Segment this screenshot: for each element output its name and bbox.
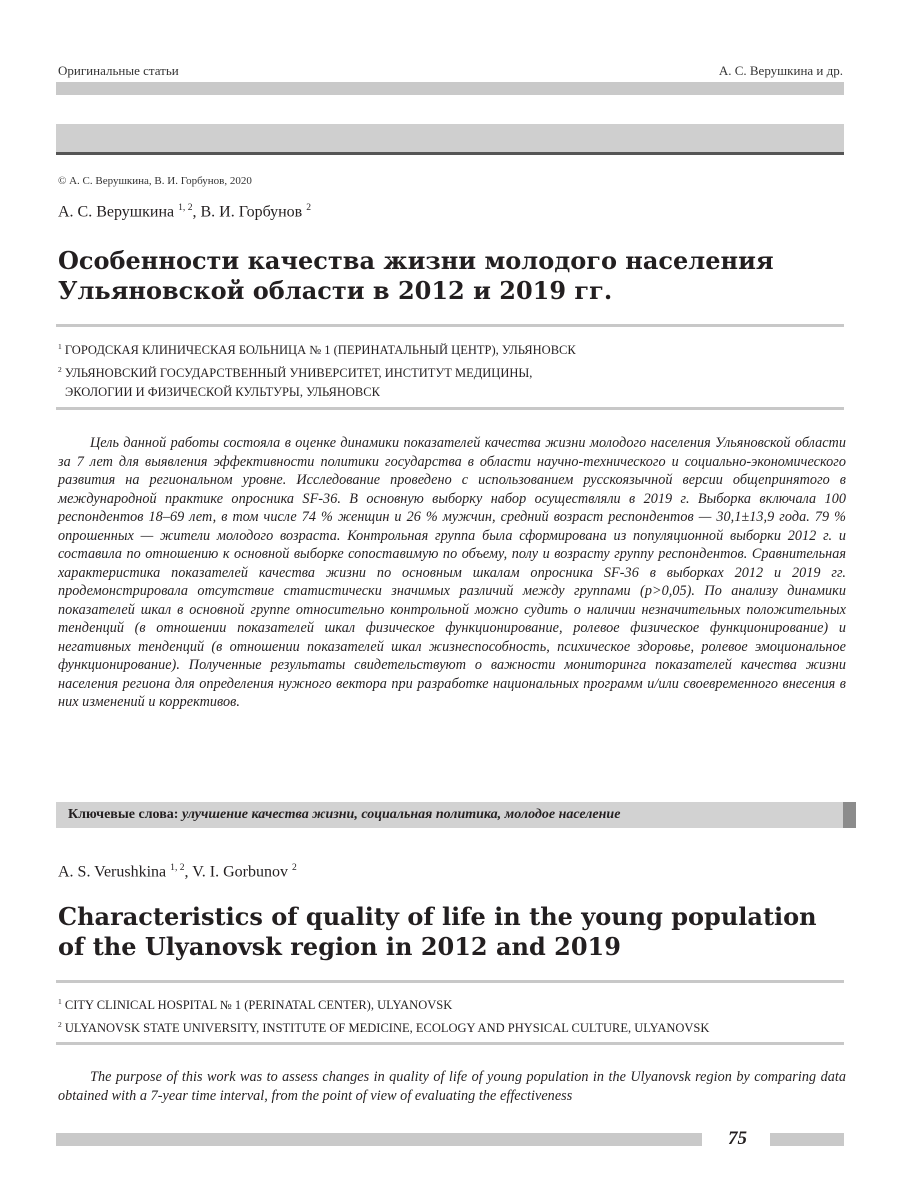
ru-title-line: Особенности качества жизни молодого населения bbox=[58, 246, 774, 275]
header-divider-bar bbox=[56, 82, 844, 95]
ru-title-line: Ульяновской области в 2012 и 2019 гг. bbox=[58, 276, 613, 305]
footer-bar-right bbox=[770, 1133, 844, 1146]
author-name: А. С. Верушкина bbox=[58, 203, 175, 221]
ru-abstract: Цель данной работы состояла в оценке динамики показателей качества жизни молодого населения Ульяновской области за 7 лет для выявления эффективности политики государства в области научно-технического и социально-экономического развития на региональном уровне. Исследование проведено с использованием русскоязычной версии общепринятого в международной практике опросника SF-36. В основную выборку набор осуществляли в 2019 г. Выборка включала 100 респондентов 18–69 лет, в том числе 74 % женщин и 26 % мужчин, средний возраст респондентов — 30,1±13,9 года. 79 % опрошенных — жители молодого возраста. Контрольная группа была сформирована из популяционной выборки 2012 г. и составила по отношению к основной выборке сопоставимую по объему, полу и возрасту группу респондентов. Сравнительная характеристика показателей качества жизни по основным шкалам опросника SF-36 в выборках 2012 и 2019 гг. продемонстрировала отсутствие статистически значимых различий между группами (p>0,05). По анализу динамики показателей шкал в основной группе относительно контрольной можно судить о наличии незначительных положительных тенденций (в отношении показателей шкал физическое функционирование, ролевое физическое функционирование) и негативных тенденций (в отношении показателей шкал жизнеспособность, психическое здоровье, ролевое эмоциональное функционирование). Полученные результаты свидетельствуют о важности мониторинга показателей качества жизни населения региона для определения нужного вектора при разработке национальных программ и/или своевременного внесения в них изменений и коррективов. bbox=[58, 435, 846, 710]
ru-article-title bbox=[58, 246, 848, 306]
affiliation-text: CITY CLINICAL HOSPITAL № 1 (PERINATAL CENTER), ULYANOVSK bbox=[64, 998, 453, 1013]
affiliation-sup: 2 bbox=[58, 1020, 62, 1030]
author-affiliation-sup: 1, 2 bbox=[178, 202, 193, 213]
footer-bar-left bbox=[56, 1133, 702, 1146]
running-header-authors: А. С. Верушкина и др. bbox=[718, 63, 843, 78]
en-title-line: Characteristics of quality of life in the young population bbox=[58, 902, 817, 931]
keywords-label: Ключевые слова: bbox=[68, 807, 179, 822]
author-affiliation-sup: 2 bbox=[291, 862, 297, 873]
affiliation-text: ГОРОДСКАЯ КЛИНИЧЕСКАЯ БОЛЬНИЦА № 1 (ПЕРИНАТАЛЬНЫЙ ЦЕНТР), УЛЬЯНОВСК bbox=[64, 343, 576, 358]
affiliation-text: ЭКОЛОГИИ И ФИЗИЧЕСКОЙ КУЛЬТУРЫ, УЛЬЯНОВСК bbox=[65, 385, 380, 400]
affiliation-sup: 1 bbox=[58, 997, 62, 1006]
affiliation-line bbox=[58, 383, 576, 402]
ru-affiliations bbox=[58, 337, 576, 402]
affiliation-line bbox=[58, 360, 576, 383]
affiliation-sup: 2 bbox=[58, 365, 62, 375]
author-affiliation-sup: 2 bbox=[306, 202, 312, 213]
affiliation-text: УЛЬЯНОВСКИЙ ГОСУДАРСТВЕННЫЙ УНИВЕРСИТЕТ, ИНСТИТУТ МЕДИЦИНЫ, bbox=[64, 366, 533, 381]
ru-affiliations-top-rule bbox=[56, 324, 844, 327]
ru-authors: А. С. Верушкина $^{1, 2}$, В. И. Горбунов $^2$ bbox=[58, 202, 312, 221]
page-number: 75 bbox=[728, 1128, 747, 1149]
en-abstract: The purpose of this work was to assess changes in quality of life of young population in the Ulyanovsk region by comparing data obtained with a 7-year time interval, from the point of view of evaluating the effectiveness bbox=[58, 1069, 846, 1104]
author-name: A. S. Verushkina bbox=[58, 863, 167, 881]
en-authors: A. S. Verushkina $^{1, 2}$, V. I. Gorbunov $^2$ bbox=[58, 862, 297, 881]
affiliation-text: ULYANOVSK STATE UNIVERSITY, INSTITUTE OF MEDICINE, ECOLOGY AND PHYSICAL CULTURE, ULYANOVSK bbox=[64, 1021, 710, 1036]
en-title-line: of the Ulyanovsk region in 2012 and 2019 bbox=[58, 932, 621, 961]
running-header-section: Оригинальные статьи bbox=[58, 63, 179, 78]
ru-keywords-box bbox=[56, 802, 856, 828]
keywords-list: улучшение качества жизни, социальная политика, молодое население bbox=[181, 807, 621, 822]
header-banner-box bbox=[56, 124, 844, 155]
author-affiliation-sup: 1, 2 bbox=[170, 862, 185, 873]
author-name: В. И. Горбунов bbox=[200, 203, 303, 221]
en-affiliations-top-rule bbox=[56, 980, 844, 983]
ru-affiliations-bottom-rule bbox=[56, 407, 844, 410]
affiliation-line bbox=[58, 1015, 709, 1038]
affiliation-sup: 1 bbox=[58, 342, 62, 351]
en-article-title bbox=[58, 902, 848, 962]
author-name: V. I. Gorbunov bbox=[192, 863, 288, 881]
en-affiliations bbox=[58, 992, 709, 1038]
affiliation-line bbox=[58, 992, 709, 1015]
en-affiliations-bottom-rule bbox=[56, 1042, 844, 1045]
copyright-line: © А. С. Верушкина, В. И. Горбунов, 2020 bbox=[58, 175, 252, 187]
affiliation-line bbox=[58, 337, 576, 360]
